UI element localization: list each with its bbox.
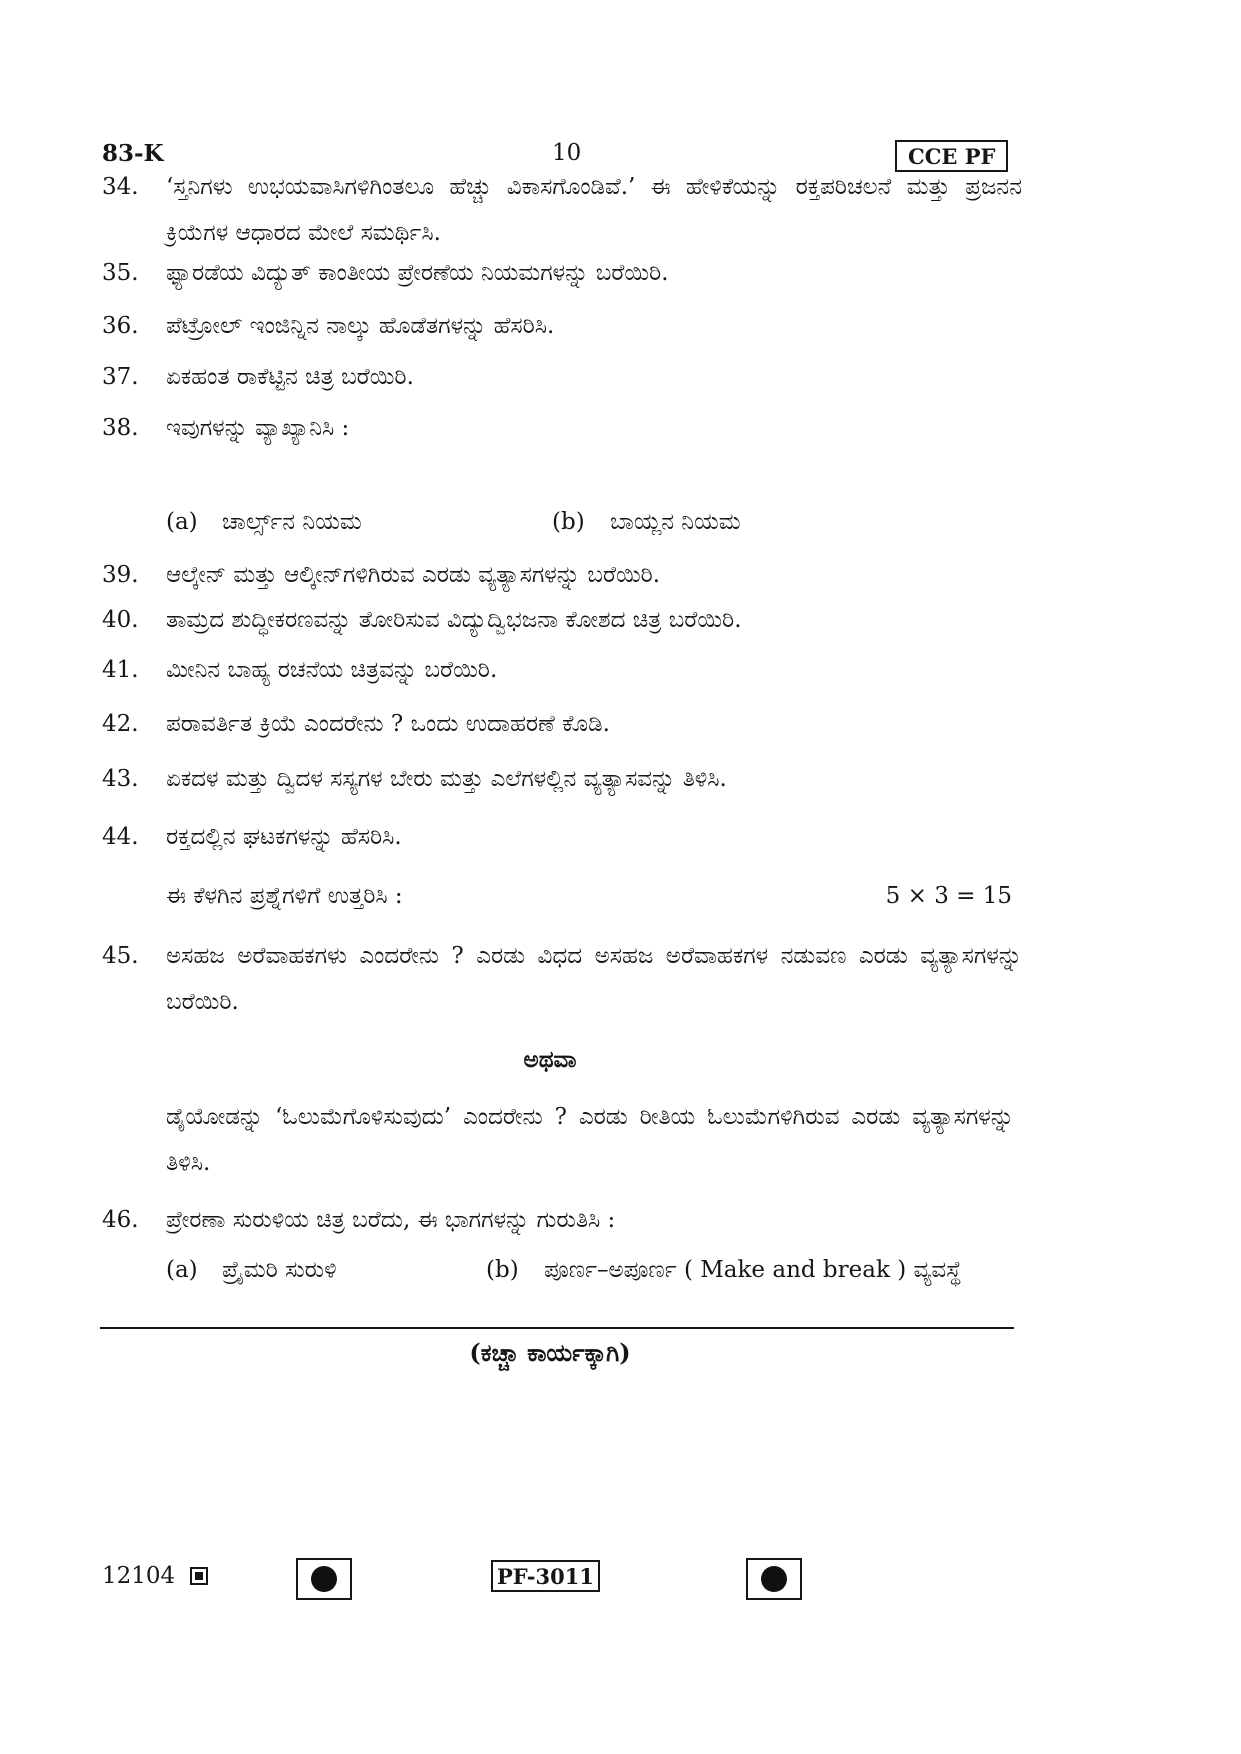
section-instruction xyxy=(166,876,1012,916)
question-39 xyxy=(102,552,1022,598)
question-number: 37. xyxy=(102,364,139,390)
instruction-text: ಈ ಕೆಳಗಿನ ಪ್ರಶ್ನೆಗಳಿಗೆ ಉತ್ತರಿಸಿ : xyxy=(166,883,403,909)
registration-mark-right xyxy=(746,1558,802,1600)
question-46 xyxy=(102,1197,1022,1243)
question-number: 43. xyxy=(102,766,139,792)
question-text: ‘ಸ್ತನಿಗಳು ಉಭಯವಾಸಿಗಳಿಗಿಂತಲೂ ಹೆಚ್ಚು ವಿಕಾಸಗೊಂಡಿವೆ.’ ಈ ಹೇಳಿಕೆಯನ್ನು ರಕ್ತಪರಿಚಲನೆ ಮತ್ತು ಪ್ರಜನನ ಕ್ರಿಯೆಗಳ ಆಧಾರದ ಮೇಲೆ ಸಮರ್ಥಿಸಿ. xyxy=(166,174,1022,246)
question-number: 36. xyxy=(102,313,139,339)
question-45-alternative: ಡೈಯೋಡನ್ನು ‘ಓಲುಮೆಗೊಳಿಸುವುದು’ ಎಂದರೇನು ? ಎರಡು ರೀತಿಯ ಓಲುಮೆಗಳಿಗಿರುವ ಎರಡು ವ್ಯತ್ಯಾಸಗಳನ್ನು ತಿಳಿಸಿ. xyxy=(166,1104,1014,1176)
filled-circle-icon xyxy=(311,1566,337,1592)
question-text: ಪರಾವರ್ತಿತ ಕ್ರಿಯೆ ಎಂದರೇನು ? ಒಂದು ಉದಾಹರಣೆ ಕೊಡಿ. xyxy=(166,711,610,737)
q46-option-b-text: ಪೂರ್ಣ–ಅಪೂರ್ಣ ( Make and break ) ವ್ಯವಸ್ಥೆ xyxy=(544,1257,962,1283)
q38-option-a-text: ಚಾರ್ಲ್ಸ್‌ನ ನಿಯಮ xyxy=(222,509,362,535)
q38-option-a-label: (a) xyxy=(166,509,198,535)
question-number: 39. xyxy=(102,562,139,588)
q38-option-b-label: (b) xyxy=(552,509,585,535)
question-number: 45. xyxy=(102,943,139,969)
question-43 xyxy=(102,756,1022,802)
question-number: 38. xyxy=(102,415,139,441)
separator-line xyxy=(100,1327,1014,1329)
question-text: ಅಸಹಜ ಅರೆವಾಹಕಗಳು ಎಂದರೇನು ? ಎರಡು ವಿಧದ ಅಸಹಜ ಅರೆವಾಹಕಗಳ ನಡುವಣ ಎರಡು ವ್ಯತ್ಯಾಸಗಳನ್ನು ಬರೆಯಿರಿ. xyxy=(166,943,1022,1015)
question-text: ಆಲ್ಕೇನ್ ಮತ್ತು ಆಲ್ಕೀನ್‌ಗಳಿಗಿರುವ ಎರಡು ವ್ಯತ್ಯಾಸಗಳನ್ನು ಬರೆಯಿರಿ. xyxy=(166,562,661,588)
question-number: 35. xyxy=(102,260,139,286)
paper-code-box: PF-3011 xyxy=(491,1560,600,1592)
question-text: ಪೆಟ್ರೋಲ್ ಇಂಜಿನ್ನಿನ ನಾಲ್ಕು ಹೊಡೆತಗಳನ್ನು ಹೆಸರಿಸಿ. xyxy=(166,313,555,339)
question-36 xyxy=(102,303,1022,349)
question-text: ರಕ್ತದಲ್ಲಿನ ಘಟಕಗಳನ್ನು ಹೆಸರಿಸಿ. xyxy=(166,824,402,850)
rough-work-heading: (ಕಚ್ಚಾ ಕಾರ್ಯಕ್ಕಾಗಿ) xyxy=(469,1338,631,1367)
question-40 xyxy=(102,597,1022,643)
q46-option-a-label: (a) xyxy=(166,1257,198,1283)
question-38 xyxy=(102,405,1022,451)
question-text: ಇವುಗಳನ್ನು ವ್ಯಾಖ್ಯಾನಿಸಿ : xyxy=(166,415,350,441)
registration-mark-left xyxy=(296,1558,352,1600)
question-44 xyxy=(102,814,1022,860)
question-37 xyxy=(102,354,1022,400)
question-text: ಏಕದಳ ಮತ್ತು ದ್ವಿದಳ ಸಸ್ಯಗಳ ಬೇರು ಮತ್ತು ಎಲೆಗಳಲ್ಲಿನ ವ್ಯತ್ಯಾಸವನ್ನು ತಿಳಿಸಿ. xyxy=(166,766,727,792)
section-marks: 5 × 3 = 15 xyxy=(885,883,1012,909)
question-34 xyxy=(102,164,1022,256)
question-35 xyxy=(102,250,1022,296)
question-number: 42. xyxy=(102,711,139,737)
or-label: ಅಥವಾ xyxy=(523,1046,577,1073)
question-text: ಫ್ಯಾರಡೆಯ ವಿದ್ಯುತ್ ಕಾಂತೀಯ ಪ್ರೇರಣೆಯ ನಿಯಮಗಳನ್ನು ಬರೆಯಿರಿ. xyxy=(166,260,669,286)
q46-option-a-text: ಪ್ರೈಮರಿ ಸುರುಳಿ xyxy=(222,1257,337,1283)
page-number: 10 xyxy=(552,140,582,166)
question-text: ಏಕಹಂತ ರಾಕೆಟ್ಟಿನ ಚಿತ್ರ ಬರೆಯಿರಿ. xyxy=(166,364,414,390)
question-text: ತಾಮ್ರದ ಶುದ್ಧೀಕರಣವನ್ನು ತೋರಿಸುವ ವಿದ್ಯುದ್ವಿಭಜನಾ ಕೋಶದ ಚಿತ್ರ ಬರೆಯಿರಿ. xyxy=(166,607,742,633)
subject-code: 83-K xyxy=(102,140,164,167)
footer-serial: 12104 xyxy=(102,1563,176,1589)
question-45 xyxy=(102,933,1022,1025)
question-number: 40. xyxy=(102,607,139,633)
question-text: ಮೀನಿನ ಬಾಹ್ಯ ರಚನೆಯ ಚಿತ್ರವನ್ನು ಬರೆಯಿರಿ. xyxy=(166,657,498,683)
q38-option-b-text: ಬಾಯ್ಲನ ನಿಯಮ xyxy=(610,509,741,535)
square-dot-icon xyxy=(190,1567,208,1585)
cce-pf-box: CCE PF xyxy=(895,140,1008,172)
question-text: ಪ್ರೇರಣಾ ಸುರುಳಿಯ ಚಿತ್ರ ಬರೆದು, ಈ ಭಾಗಗಳನ್ನು ಗುರುತಿಸಿ : xyxy=(166,1207,616,1233)
question-number: 46. xyxy=(102,1207,139,1233)
question-number: 34. xyxy=(102,174,139,200)
filled-circle-icon xyxy=(761,1566,787,1592)
q46-option-b-label: (b) xyxy=(486,1257,519,1283)
question-number: 41. xyxy=(102,657,139,683)
question-41 xyxy=(102,647,1022,693)
question-42 xyxy=(102,701,1022,747)
question-number: 44. xyxy=(102,824,139,850)
